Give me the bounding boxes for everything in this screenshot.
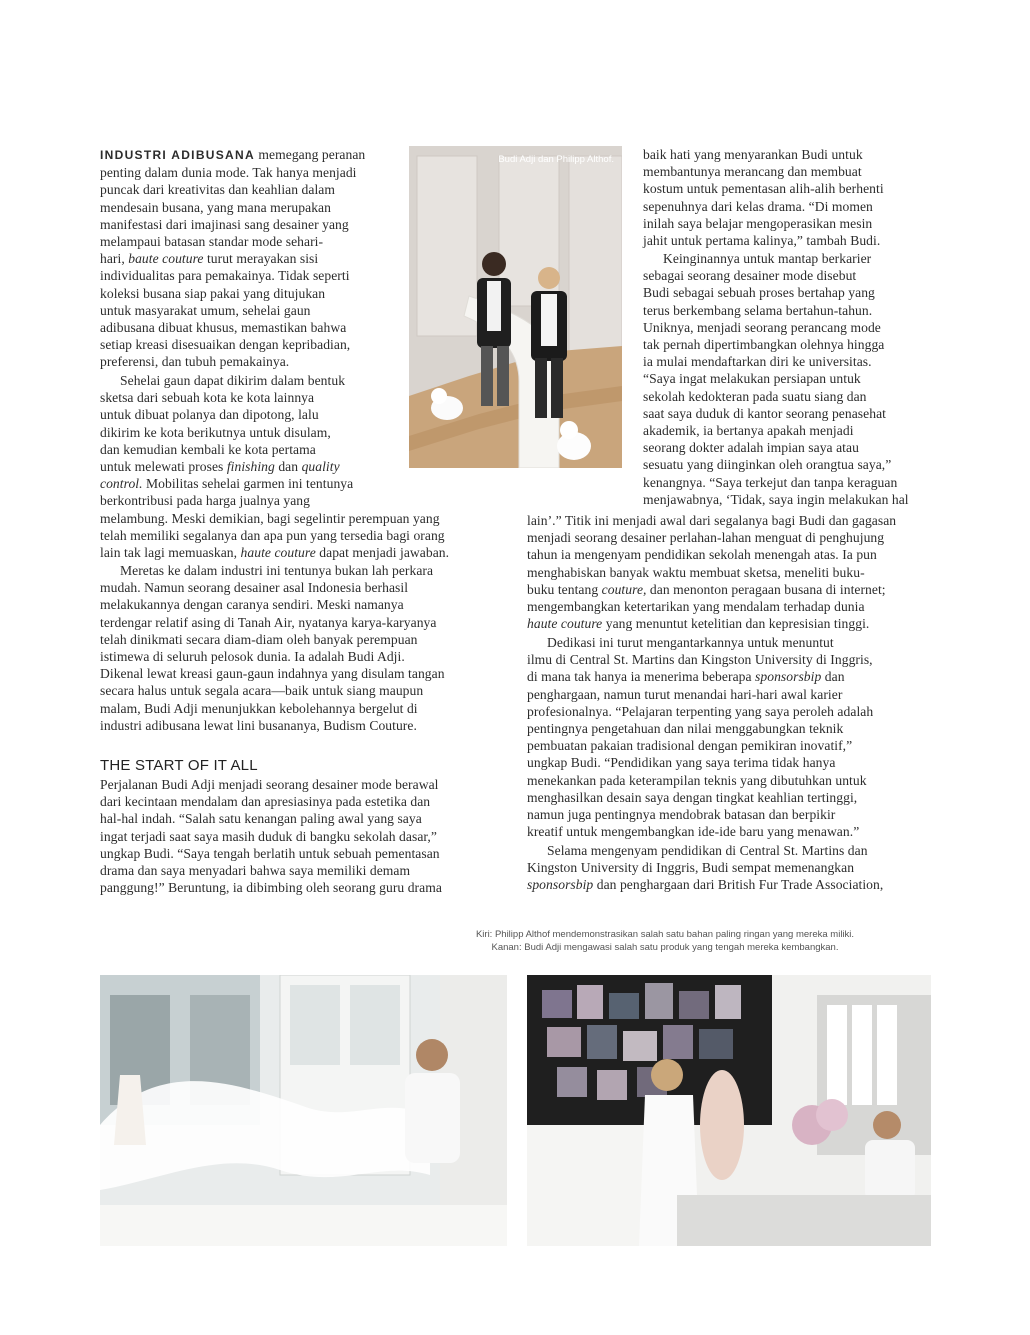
italic-term: haute couture	[527, 616, 603, 632]
para-line: telah memiliki segalanya dan apa pun yang tersedia bagi orang	[100, 528, 445, 544]
para-line: istimewa di seluruh pelosok dunia. Ia adalah Budi Adji.	[100, 649, 405, 665]
para-line: koleksi busana siap pakai yang ditujukan	[100, 285, 326, 301]
col2-para2	[643, 250, 918, 508]
col1-wide-lines	[100, 510, 482, 562]
para-line: “Saya ingat melakukan persiapan untuk	[643, 371, 861, 387]
lead-in: INDUSTRI ADIBUSANA	[100, 148, 255, 162]
para-line: membantunya merancang dan membuat	[643, 164, 862, 180]
para-line: melambung. Meski demikian, bagi segelintir perempuan yang	[100, 511, 440, 526]
para-line: di mana tak hanya ia menerima beberapa sponsorsbip dan	[527, 669, 845, 685]
para-line: ia mulai mendaftarkan diri ke universitas.	[643, 354, 872, 370]
bottom-caption-line2: Kanan: Budi Adji mengawasi salah satu produk yang tengah mereka kembangkan.	[491, 942, 839, 953]
bottom-right-photo-image	[527, 975, 931, 1246]
para-line: pembuatan pakaian tradisional dengan pemikiran inovatif,”	[527, 738, 853, 754]
italic-term: control.	[100, 476, 143, 492]
para-line: terdengar relatif asing di Tanah Air, nyatanya karya-karyanya	[100, 614, 437, 630]
portrait-photo-image	[409, 146, 622, 468]
para-line: melampaui batasan standar mode sehari-	[100, 234, 324, 250]
para-line: haute couture yang menuntut ketelitian dan kepresisian tinggi.	[527, 616, 870, 632]
para-line: puncak dari kreativitas dan keahlian dalam	[100, 182, 335, 198]
col2-para3	[527, 634, 939, 840]
para-line: drama dan saya menyadari bahwa saya memiliki demam	[100, 863, 411, 879]
para-line: untuk masyarakat umum, sehelai gaun	[100, 302, 311, 318]
para-line: melakukannya dengan caranya sendiri. Meski namanya	[100, 597, 404, 613]
para-line: Keinginannya untuk mantap berkarier	[663, 251, 872, 266]
para-line: Meretas ke dalam industri ini tentunya bukan lah perkara	[120, 563, 434, 578]
para-line: hari, baute couture turut merayakan sisi	[100, 251, 319, 267]
para-line: adibusana dibuat khusus, memastikan bahwa	[100, 320, 347, 336]
para-line: sebagai seorang desainer mode disebut	[643, 268, 857, 284]
italic-term: sponsorsbip	[527, 877, 594, 893]
para-line: preferensi, dan tubuh pemakainya.	[100, 354, 290, 370]
col1-para1	[100, 146, 392, 371]
bottom-left-photo-image	[100, 975, 507, 1246]
para-line: berkontribusi pada harga jualnya yang	[100, 493, 310, 509]
italic-term: couture,	[601, 581, 647, 597]
para-line: tahun ia mengenyam pendidikan sekolah menengah atas. Ia pun	[527, 547, 877, 563]
para-line: ilmu di Central St. Martins dan Kingston University di Inggris,	[527, 652, 873, 668]
para-line: secara halus untuk segala acara—baik untuk siang maupun	[100, 683, 424, 699]
italic-term: sponsorsbip	[755, 669, 822, 685]
col1-para2	[100, 372, 392, 510]
para-line: penting dalam dunia mode. Tak hanya menjadi	[100, 165, 357, 181]
para-line: Uniknya, menjadi seorang perancang mode	[643, 319, 881, 335]
para-line: ungkap Budi. “Pendidikan yang saya terima tidak hanya	[527, 755, 836, 771]
italic-term: finishing	[226, 459, 275, 475]
para-line: Selama mengenyam pendidikan di Central St. Martins dan	[547, 843, 868, 858]
para-line: lain’.” Titik ini menjadi awal dari segalanya bagi Budi dan gagasan	[527, 513, 897, 528]
para-line: individualitas para pemakainya. Tidak seperti	[100, 268, 350, 284]
para-line: sketsa dari sebuah kota ke kota lainnya	[100, 390, 315, 406]
para-line: malam, Budi Adji menunjukkan kebolehannya bergelut di	[100, 700, 418, 716]
bottom-left-photo	[100, 975, 507, 1246]
para-line: kenangnya. “Saya terkejut dan tanpa keraguan	[643, 474, 898, 490]
para-line: seorang dokter adalah impian saya atau	[643, 440, 859, 456]
italic-term: quality	[301, 459, 340, 475]
portrait-photo	[409, 146, 622, 468]
col2-para4	[527, 842, 939, 894]
para-line: menghasilkan desain saya dengan tingkat keahlian tertinggi,	[527, 789, 858, 805]
para-line: baik hati yang menyarankan Budi untuk	[643, 147, 863, 162]
para-line: saat saya duduk di kantor seorang penasehat	[643, 405, 886, 421]
section-heading: THE START OF IT ALL	[100, 757, 258, 774]
para-line: inilah saya belajar mengoperasikan mesin	[643, 215, 873, 231]
para-line: sepenuhnya dari kelas drama. “Di momen	[643, 198, 873, 214]
para-line: Perjalanan Budi Adji menjadi seorang desainer mode berawal	[100, 777, 439, 792]
col2-wide-lines	[527, 512, 939, 632]
para-line: Sehelai gaun dapat dikirim dalam bentuk	[120, 373, 346, 388]
para-line: Dikenal lewat kreasi gaun-gaun indahnya yang disulam tangan	[100, 666, 445, 682]
para-line: INDUSTRI ADIBUSANA memegang peranan	[100, 147, 366, 162]
para-line: control. Mobilitas sehelai garmen ini tentunya	[100, 476, 354, 492]
col1-para3	[100, 562, 482, 734]
para-line: telah dinikmati secara diam-diam oleh banyak perempuan	[100, 631, 418, 647]
para-line: jahit untuk pertama kalinya,” tambah Budi.	[643, 233, 881, 249]
col1-para4	[100, 776, 482, 896]
para-line: menjadi seorang desainer perlahan-lahan menguat di penghujung	[527, 530, 885, 546]
col2-para1	[643, 146, 905, 249]
para-line: mendesain busana, yang mana merupakan	[100, 199, 331, 215]
bottom-caption	[0, 928, 1030, 954]
italic-term: haute couture	[240, 545, 316, 561]
para-line: mudah. Namun seorang desainer asal Indonesia berhasil	[100, 580, 409, 596]
para-line: penghargaan, namun turut menandai hari-hari awal karier	[527, 686, 843, 702]
para-line: Budi sebagai sebuah proses bertahap yang	[643, 285, 875, 301]
italic-term: baute couture	[128, 251, 204, 267]
para-line: akademik, ia bertanya apakah menjadi	[643, 423, 854, 439]
para-line: buku tentang couture, dan menonton peragaan busana di internet;	[527, 581, 886, 597]
para-line: profesionalnya. “Pelajaran terpenting yang saya peroleh adalah	[527, 703, 874, 719]
para-line: hal-hal indah. “Salah satu kenangan paling awal yang saya	[100, 811, 422, 827]
para-line: ungkap Budi. “Saya tengah berlatih untuk sebuah pementasan	[100, 845, 440, 861]
para-line: panggung!” Beruntung, ia dibimbing oleh seorang guru drama	[100, 880, 442, 896]
para-line: terus berkembang selama bertahun-tahun.	[643, 302, 873, 318]
para-line: mengembangkan ketertarikan yang mendalam terhadap dunia	[527, 599, 865, 615]
para-line: sesuatu yang diinginkan oleh orangtua saya,”	[643, 457, 892, 473]
para-line: setiap kreasi disesuaikan dengan kepribadian,	[100, 337, 351, 353]
para-line: dari kecintaan mendalam dan apresiasinya pada estetika dan	[100, 794, 431, 810]
para-line: dan kemudian kembali ke kota pertama	[100, 441, 316, 457]
para-line: untuk dibuat polanya dan dipotong, lalu	[100, 407, 319, 423]
para-line: tak pernah dipertimbangkan olehnya hingga	[643, 337, 885, 353]
para-line: kreatif untuk mengembangkan ide-ide baru yang menawan.”	[527, 824, 860, 840]
para-line: Dedikasi ini turut mengantarkannya untuk menuntut	[547, 635, 834, 650]
para-line: ingat terjadi saat saya masih duduk di bangku sekolah dasar,”	[100, 828, 437, 844]
para-line: untuk melewati proses finishing dan quality	[100, 459, 340, 475]
para-line: kostum untuk pementasan alih-alih berhenti	[643, 181, 884, 197]
para-line: Kingston University di Inggris, Budi sempat memenangkan	[527, 860, 855, 876]
para-line: sekolah kedokteran pada suatu siang dan	[643, 388, 867, 404]
bottom-right-photo	[527, 975, 931, 1246]
para-line: namun juga pentingnya mendobrak batasan dan berpikir	[527, 807, 836, 823]
para-line: dikirim ke kota berikutnya untuk disulam,	[100, 424, 331, 440]
para-line: industri adibusana lewat lini busananya, Budism Couture.	[100, 717, 417, 733]
para-line: manifestasi dari imajinasi sang desainer yang	[100, 216, 349, 232]
para-line: menjawabnya, ‘Tidak, saya ingin melakukan hal	[643, 491, 909, 507]
para-line: menekankan pada keterampilan teknis yang dibutuhkan untuk	[527, 772, 867, 788]
para-line: sponsorsbip dan penghargaan dari British Fur Trade Association,	[527, 877, 884, 893]
photo-caption: Budi Adji dan Philipp Althof.	[498, 154, 614, 165]
para-line: menghabiskan banyak waktu membuat sketsa, meneliti buku-	[527, 564, 865, 580]
para-line: pentingnya pengetahuan dan nilai menggabungkan teknik	[527, 721, 844, 737]
para-line: lain tak lagi memuaskan, haute couture dapat menjadi jawaban.	[100, 545, 450, 561]
bottom-caption-line1: Kiri: Philipp Althof mendemonstrasikan salah satu bahan paling ringan yang mereka miliki.	[475, 929, 855, 940]
